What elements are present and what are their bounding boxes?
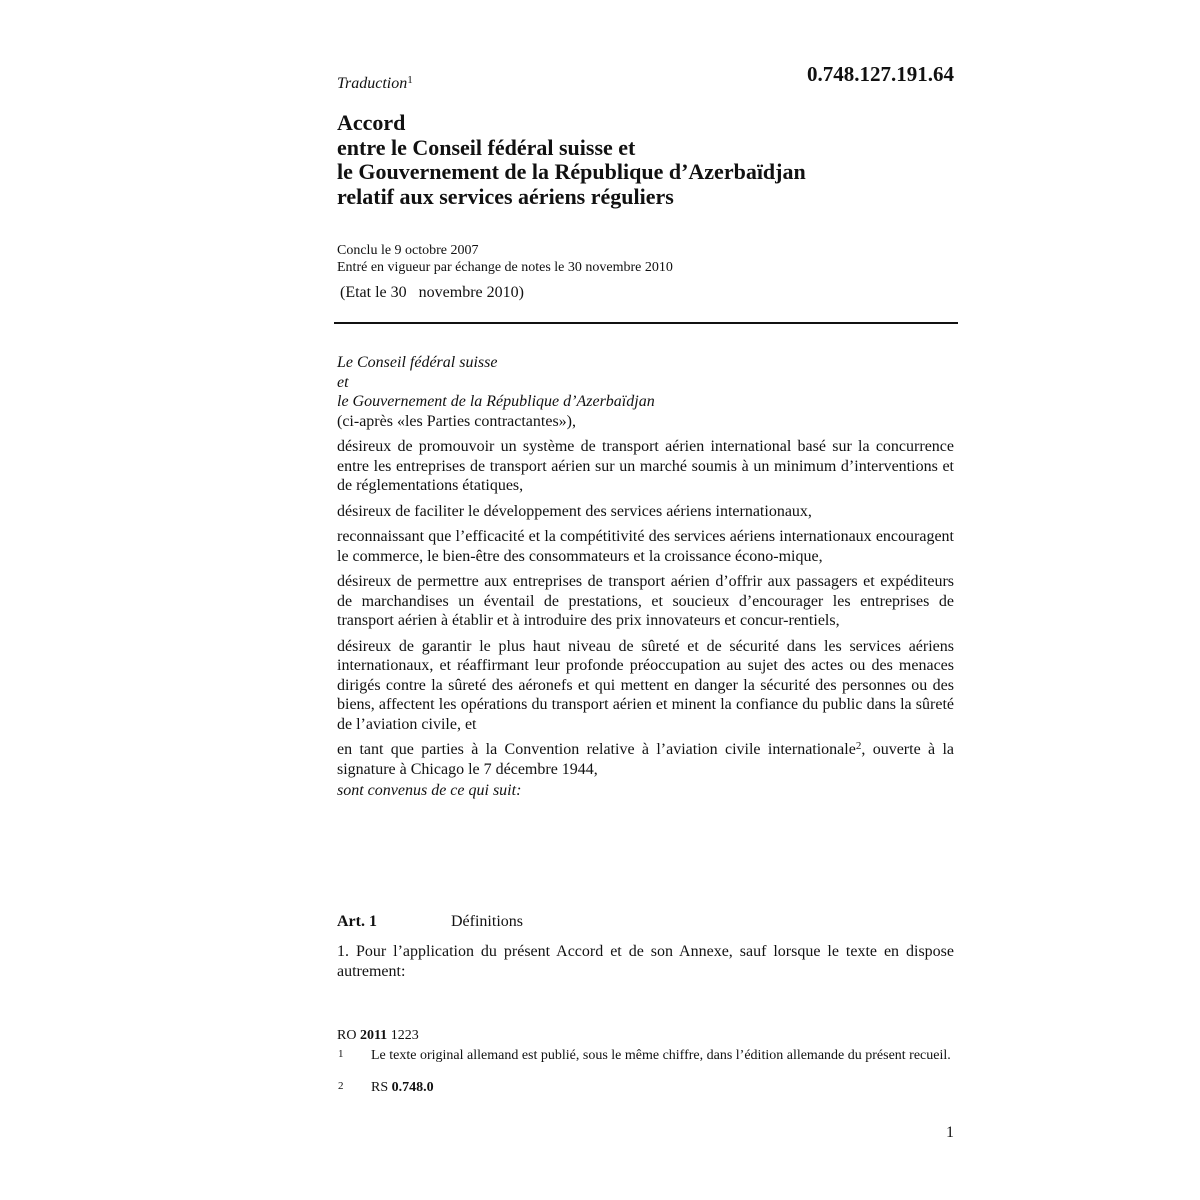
concluded-date: Conclu le 9 octobre 2007 (337, 243, 479, 258)
party-conjunction: et (337, 373, 349, 391)
translation-text: Traduction (337, 75, 408, 92)
title-line-3: le Gouvernement de la République d’Azerbaïdjan (337, 159, 806, 184)
footnote-text: Le texte original allemand est publié, sous le même chiffre, dans l’édition allemande du présent recueil. (371, 1048, 951, 1063)
footnote-number: 1 (338, 1048, 344, 1060)
preamble-clause: reconnaissant que l’efficacité et la compétitivité des services aériens internationaux encouragent le commerce, le bien-être des consommateurs et la croissance écono-mique, (337, 528, 954, 565)
article-1-heading (337, 913, 523, 931)
rs-prefix: RS (371, 1080, 389, 1095)
preamble (337, 353, 954, 801)
page-number: 1 (946, 1124, 954, 1141)
footnote-number: 2 (338, 1080, 344, 1092)
article-1-text: 1. Pour l’application du présent Accord et de son Annexe, sauf lorsque le texte en dispose autrement: (337, 943, 954, 980)
footnote-ref-2[interactable]: 2 (855, 740, 862, 752)
title-line-2: entre le Conseil fédéral suisse et (337, 134, 636, 160)
sr-number: 0.748.127.191.64 (807, 62, 954, 86)
footnote-text (371, 1081, 951, 1096)
article-label: Art. 1 (337, 913, 377, 930)
title-line-1: Accord (337, 110, 406, 135)
document-title (337, 111, 806, 209)
preamble-clause: désireux de garantir le plus haut niveau de sûreté et de sécurité dans les services aériens internationaux, et réaffirmant leur profonde préoccupation au sujet des actes ou des menaces dirigés contre la sûreté des aéronefs et qui mettent en danger la sécurité des personnes ou des biens, affectent les opérations du transport aérien et minent la confiance du public dans la sûreté de l’aviation civile, et (337, 637, 954, 733)
footnote-ref-1[interactable]: 1 (407, 74, 413, 86)
rs-reference[interactable]: 0.748.0 (391, 1080, 434, 1095)
hereafter-clause: (ci-après «les Parties contractantes»), (337, 412, 577, 430)
status-date: (Etat le 30 novembre 2010) (340, 284, 524, 301)
ro-prefix: RO (337, 1028, 357, 1043)
party-1: Le Conseil fédéral suisse (337, 354, 498, 371)
party-2: le Gouvernement de la République d’Azerbaïdjan (337, 393, 655, 410)
preamble-clause: désireux de permettre aux entreprises de transport aérien d’offrir aux passagers et expéditeurs de marchandises un éventail de prestations, et soucieux d’encourager les entreprises de transport aérien à établir et à introduire des prix innovateurs et concur-rentiels, (337, 573, 954, 629)
article-title: Définitions (451, 913, 523, 930)
document-meta (337, 243, 673, 276)
agreed-clause: sont convenus de ce qui suit: (337, 782, 522, 799)
ro-year: 2011 (359, 1028, 388, 1043)
translation-label (337, 74, 413, 93)
entry-into-force: Entré en vigueur par échange de notes le 30 novembre 2010 (337, 259, 673, 275)
convention-text: en tant que parties à la Convention relative à l’aviation civile internationale (337, 741, 856, 758)
title-line-4: relatif aux services aériens réguliers (337, 183, 674, 209)
preamble-clause: désireux de promouvoir un système de transport aérien international basé sur la concurrence entre les entreprises de transport aérien sur un marché soumis à un minimum d’interventions et de réglementations étatiques, (337, 438, 954, 494)
convention-text-after: , ouverte à la signature à Chicago le 7 décembre 1944, (337, 741, 955, 778)
ro-page: 1223 (390, 1028, 419, 1043)
ro-reference (337, 1028, 419, 1044)
convention-clause (337, 740, 954, 779)
preamble-clause: désireux de faciliter le développement des services aériens internationaux, (337, 502, 812, 520)
horizontal-rule (334, 322, 958, 324)
